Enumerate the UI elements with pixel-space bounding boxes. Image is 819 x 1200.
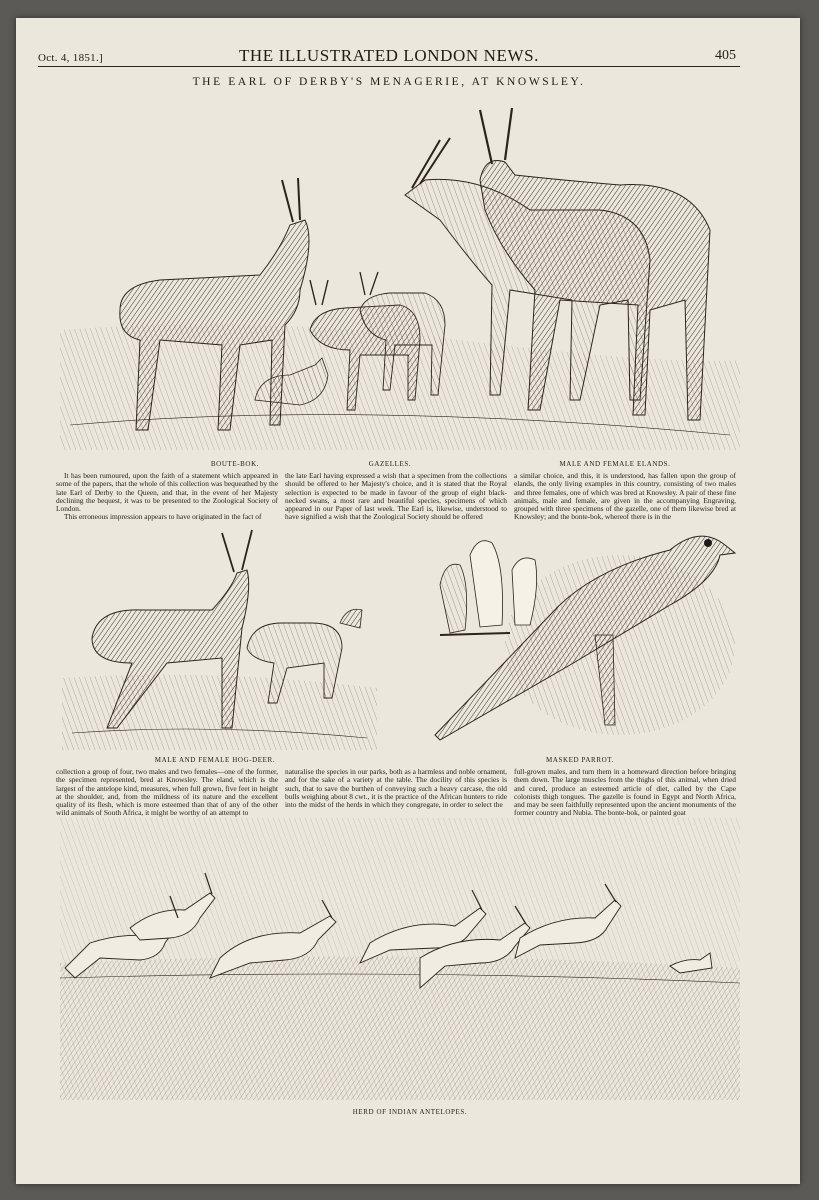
page-number: 405: [715, 48, 736, 63]
paragraph: naturalise the species in our parks, both as a harmless and noble ornament, and for the sake of a variety at the table. The docility of this species is such, that to save the burthen of conveying such a heavy carcase, the old bulls weighing about 8 cwt., it is the practice of the African hunters to ride into the midst of the herds in which they congregate, in order to select the: [285, 767, 507, 810]
text-column-3-lower: [514, 768, 736, 818]
caption-gazelles: GAZELLES.: [368, 460, 412, 468]
engraving-antelopes-elands: [60, 100, 740, 450]
engraving-hog-deer: [62, 528, 377, 750]
caption-herd-antelopes: HERD OF INDIAN ANTELOPES.: [352, 1108, 468, 1116]
paragraph: a similar choice, and this, it is understood, has fallen upon the group of elands, the only living examples in this country, consisting of two males and three females, one of which was bred at Knowsley. A pair of these fine animals, male and female, are given in the accompanying Engraving, grouped with three specimens of the gazelle, one of them likewise bred at Knowsley; and the bonte-bok, whereof there is in the: [514, 471, 736, 522]
text-column-2-upper: [285, 472, 507, 522]
masthead: [38, 44, 740, 67]
paragraph: full-grown males, and turn them in a homeward direction before bringing them down. The large muscles from the thighs of this animal, when dried and cured, produce an esteemed article of diet, called by the Cape colonists thigh tongues. The gazelle is found in Egypt and North Africa, and may be seen faithfully represented upon the ancient monuments of the former country and Nubia. The bonte-bok, or painted goat: [514, 767, 736, 818]
issue-date: Oct. 4, 1851.]: [38, 52, 103, 64]
caption-boute-bok: BOUTE-BOK.: [210, 460, 260, 468]
caption-hog-deer: MALE AND FEMALE HOG-DEER.: [154, 756, 276, 764]
engraving-top-illustration: [60, 100, 740, 450]
paragraph: It has been rumoured, upon the faith of a statement which appeared in some of the papers, that the whole of this collection was bequeathed by the late Earl of Derby to the Queen, and that, in the event of her Majesty declining the bequest, it was to be presented to the Zoological Society of London.: [56, 471, 278, 514]
paragraph: This erroneous impression appears to have originated in the fact of: [64, 512, 262, 522]
engraving-herd-antelopes: [60, 818, 740, 1100]
parrot-illustration: [420, 525, 740, 750]
article-headline: THE EARL OF DERBY'S MENAGERIE, AT KNOWSLEY.: [192, 76, 586, 88]
text-column-1-lower: [56, 768, 278, 818]
text-column-3-upper: [514, 472, 736, 522]
caption-elands: MALE AND FEMALE ELANDS.: [559, 460, 671, 468]
antelope-herd-illustration: [60, 818, 740, 1100]
newspaper-title: THE ILLUSTRATED LONDON NEWS.: [238, 46, 540, 65]
text-column-1-upper: [56, 472, 278, 522]
paragraph: collection a group of four, two males and two females—one of the former, the specimen represented, bred at Knowsley. The eland, which is the largest of the antelope kind, measures, when full grown, five feet in height at the shoulder, and, from the mildness of its nature and the excellent quality of its flesh, which is more esteemed than that of any of the other wild animals of South Africa, it might be worthy of an attempt to: [56, 767, 278, 818]
engraving-masked-parrot: [420, 525, 740, 750]
hog-deer-illustration: [62, 528, 377, 750]
paragraph: the late Earl having expressed a wish that a specimen from the collections should be offered to her Majesty's choice, and it is stated that the Royal selection is expected to be made in favour of the group of eight black-necked swans, a most rare and beautiful species, specimens of which appeared in our Paper of last week. The Earl is, likewise, understood to have signified a wish that the Zoological Society should be offered: [285, 471, 507, 522]
text-column-2-lower: [285, 768, 507, 809]
caption-masked-parrot: MASKED PARROT.: [546, 756, 614, 764]
